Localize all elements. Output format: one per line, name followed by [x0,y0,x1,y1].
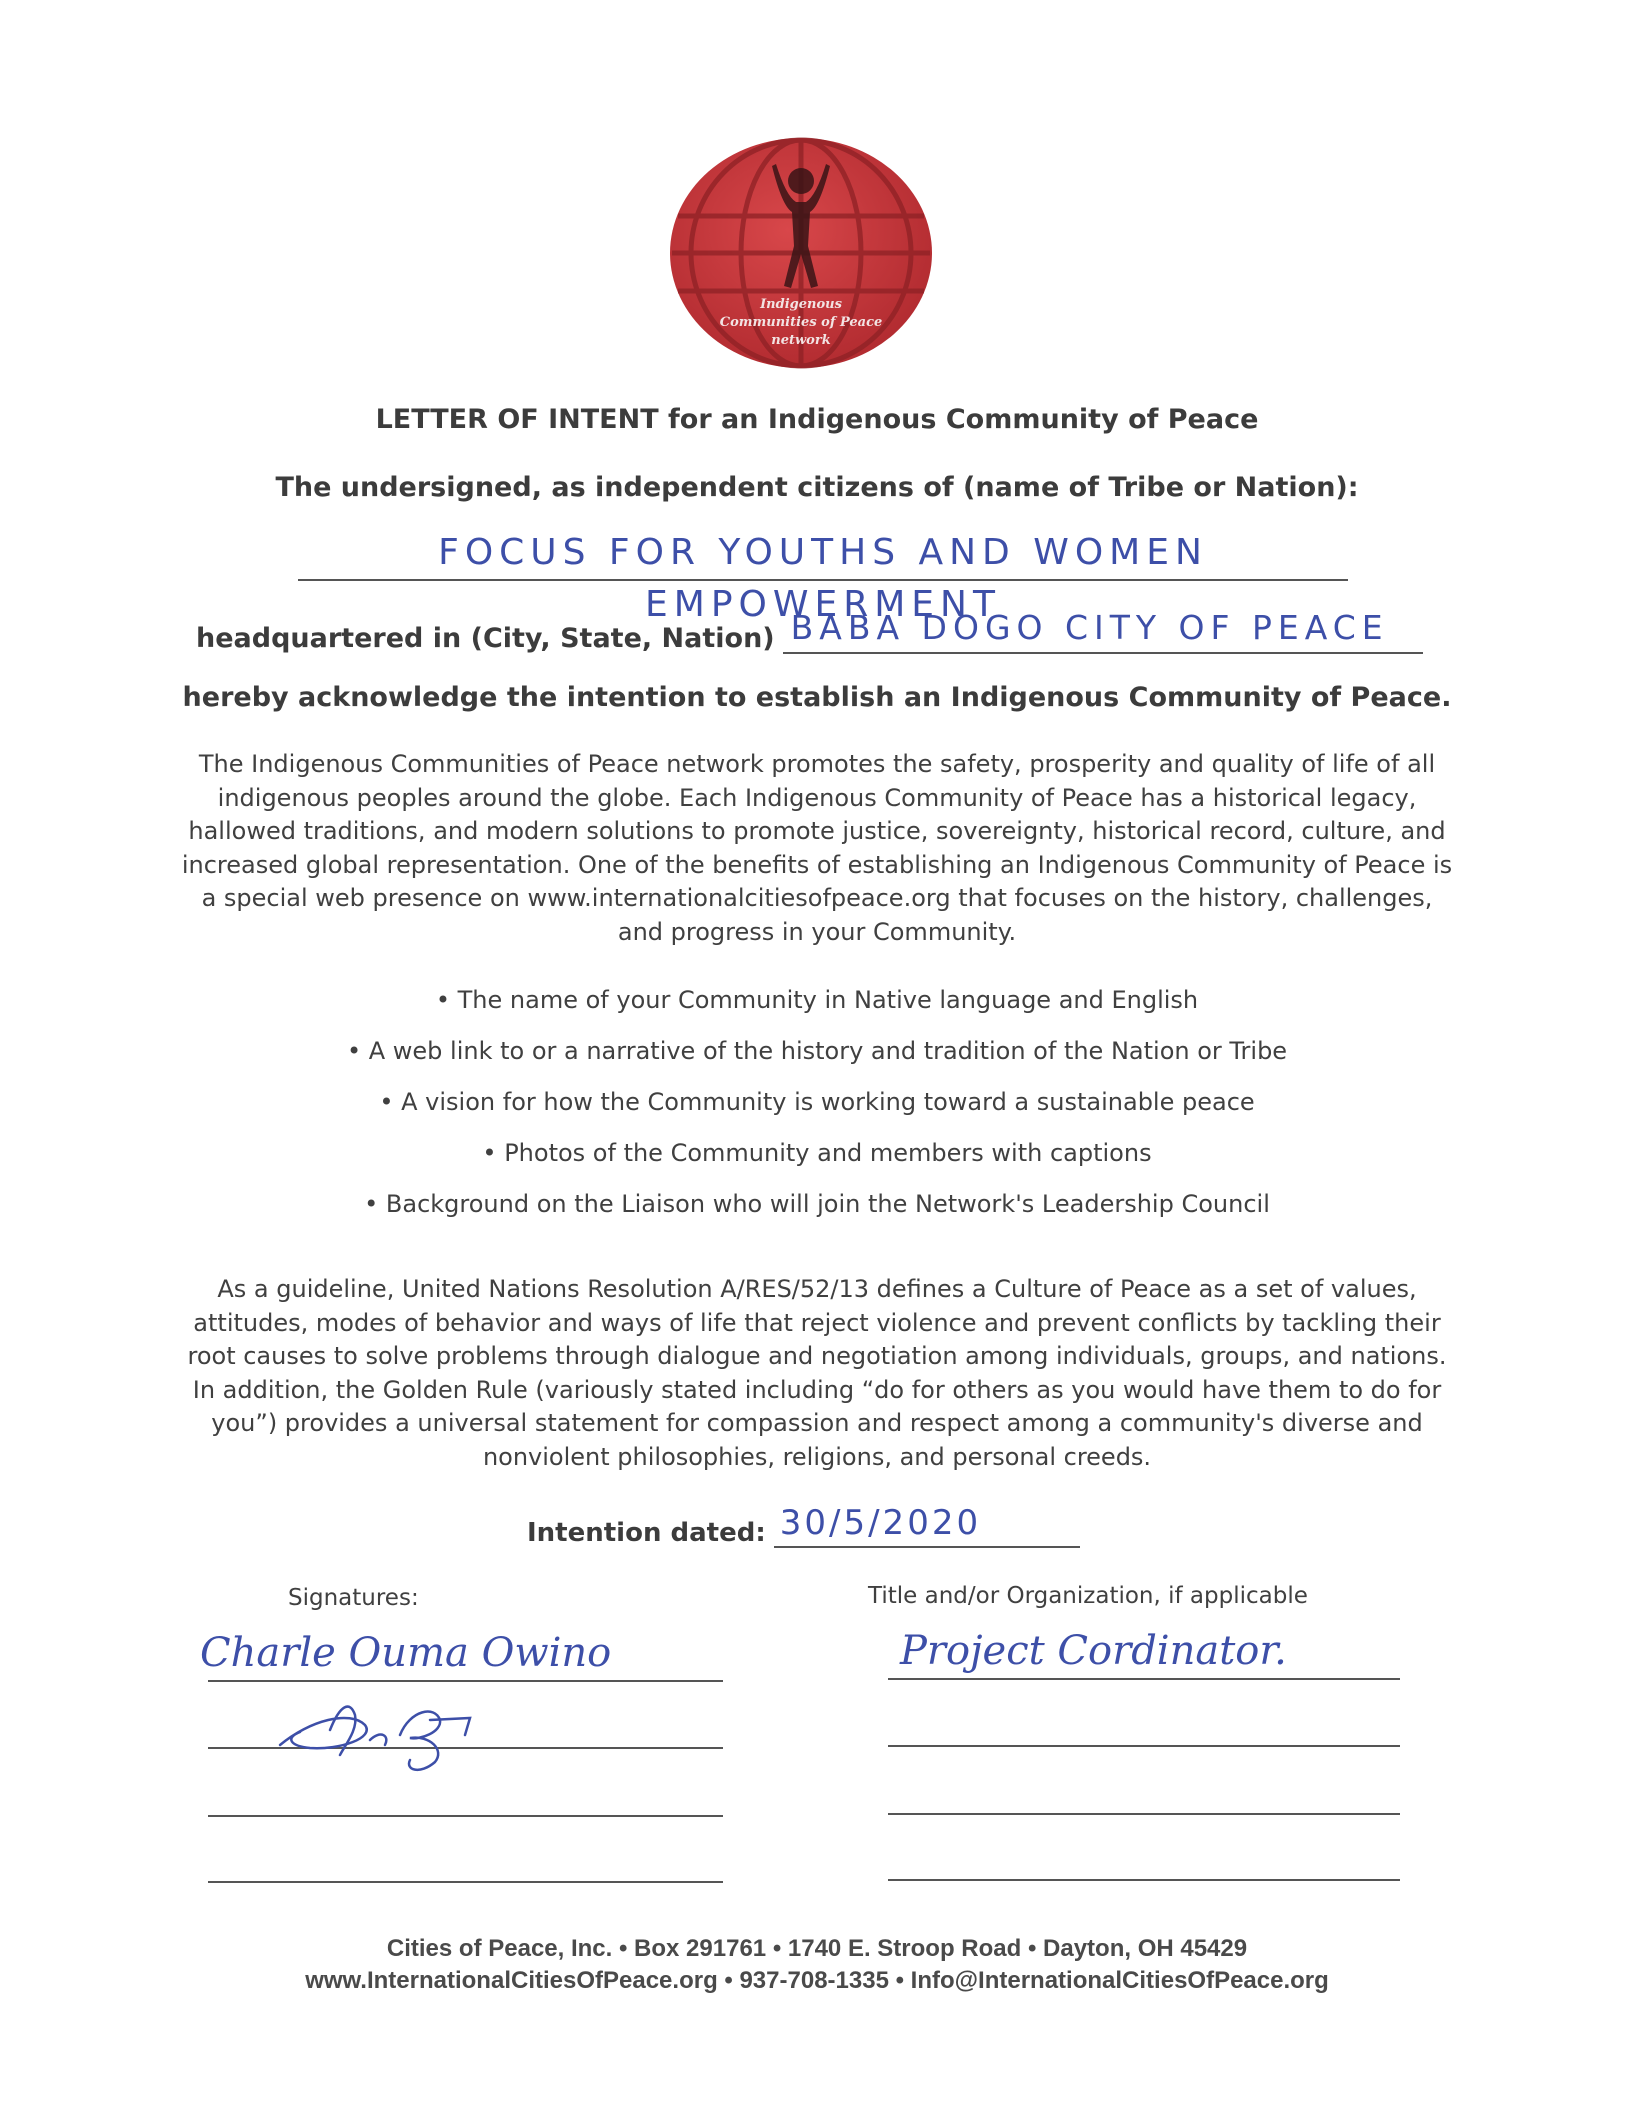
hq-value: BABA DOGO CITY OF PEACE [790,608,1389,647]
list-item: • Photos of the Community and members with captions [482,1139,1152,1167]
guideline-paragraph: As a guideline, United Nations Resolution A/RES/52/13 defines a Culture of Peace as a set of values, attitudes, modes of behavior and ways of life that reject violence and prevent conflicts by tackling their root causes to solve problems through dialogue and negotiation among individuals, groups, and nations. In addition, the Golden Rule (variously stated including “do for others as you would have them to do for you”) provides a universal statement for compassion and respect among a community's diverse and nonviolent philosophies, religions, and personal creeds. [187,1275,1447,1471]
title-line-4[interactable] [888,1879,1400,1881]
title-line-1[interactable] [888,1678,1400,1680]
logo-text-line3: network [771,333,831,348]
acknowledge-text: hereby acknowledge the intention to establish an Indigenous Community of Peace. [182,682,1452,713]
list-item: • A web link to or a narrative of the history and tradition of the Nation or Tribe [346,1037,1288,1065]
signatures-label: Signatures: [288,1585,419,1611]
page-title: LETTER OF INTENT for an Indigenous Community of Peace [375,404,1259,435]
list-item: • A vision for how the Community is working toward a sustainable peace [379,1088,1255,1116]
logo-text-line2: Communities of Peace [719,315,883,330]
date-label: Intention dated: [527,1518,766,1548]
intro-paragraph: The Indigenous Communities of Peace network promotes the safety, prosperity and quality of life of all indigenous peoples around the globe. Each Indigenous Community of Peace has a historical legacy, hallowed traditions, and modern solutions to promote justice, sovereignty, historical record, culture, and increased global representation. One of the benefits of establishing an Indigenous Community of Peace is a special web presence on www.internationalcitiesofpeace.org that focuses on the history, challenges, and progress in your Community. [181,750,1453,946]
signature-line-4[interactable] [208,1881,723,1883]
date-row [527,1500,1080,1548]
tribe-name-field[interactable] [298,527,1348,625]
undersigned-text: The undersigned, as independent citizens of (name of Tribe or Nation): [275,472,1359,503]
hq-row [196,604,1423,654]
tribe-name-value: FOCUS FOR YOUTHS AND WOMEN EMPOWERMENT [438,532,1208,625]
hq-label: headquartered in (City, State, Nation) [196,623,775,654]
globe-logo-icon [668,136,934,370]
handwritten-signature-icon [270,1690,520,1780]
requirements-list [0,983,1634,1238]
title-line-2[interactable] [888,1745,1400,1747]
hq-field[interactable] [783,604,1423,654]
date-field[interactable] [774,1500,1080,1548]
footer-address: Cities of Peace, Inc. • Box 291761 • 1740 E. Stroop Road • Dayton, OH 45429 [386,1935,1248,1962]
signature-line-1[interactable] [208,1680,723,1682]
title-org-label: Title and/or Organization, if applicable [868,1583,1308,1609]
list-item: • The name of your Community in Native language and English [435,986,1199,1014]
date-value: 30/5/2020 [779,1503,982,1543]
signature-line-3[interactable] [208,1815,723,1817]
footer-contact: www.InternationalCitiesOfPeace.org • 937-708-1335 • Info@InternationalCitiesOfPeace.org [305,1967,1329,1994]
title-line-3[interactable] [888,1813,1400,1815]
list-item: • Background on the Liaison who will join the Network's Leadership Council [364,1190,1270,1218]
signature-name: Charle Ouma Owino [200,1630,612,1676]
title-org-value: Project Cordinator. [900,1628,1287,1674]
network-logo [668,136,934,370]
logo-text-line1: Indigenous [760,297,842,312]
